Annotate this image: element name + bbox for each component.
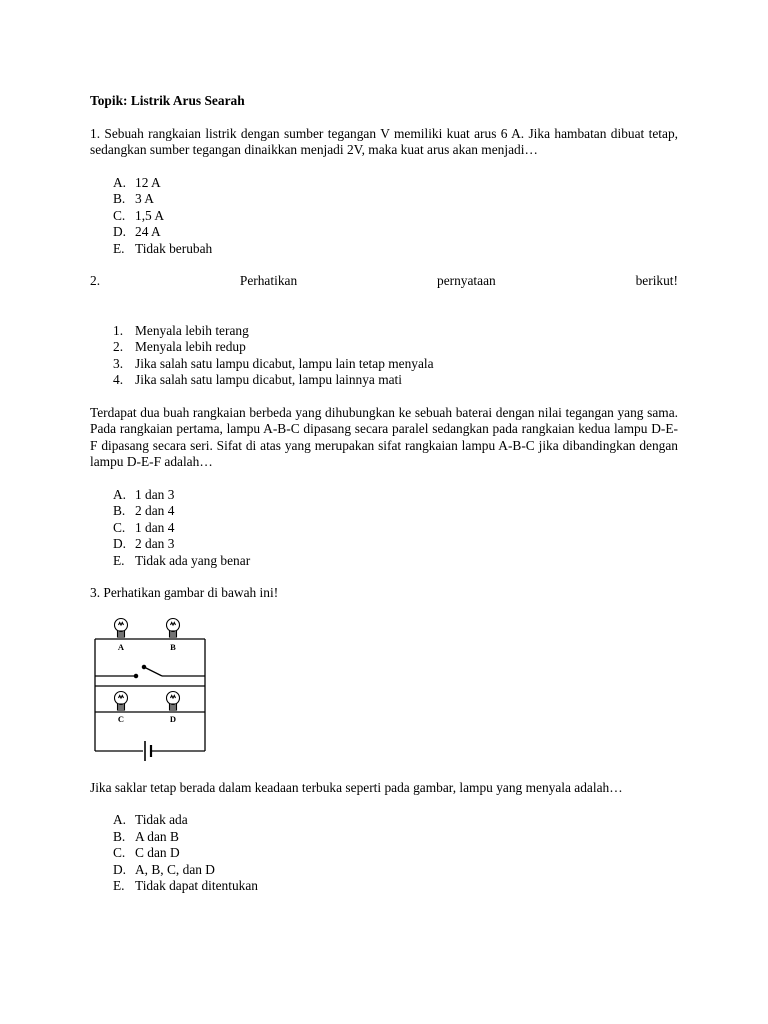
question-2-heading bbox=[90, 273, 678, 290]
option-text: A dan B bbox=[135, 828, 179, 844]
option-text: Tidak ada yang benar bbox=[135, 552, 251, 568]
option-letter: B. bbox=[113, 503, 126, 518]
document-page bbox=[90, 93, 678, 911]
option-text: C dan D bbox=[135, 845, 180, 860]
option-item bbox=[113, 878, 678, 895]
statement-text: Jika salah satu lampu dicabut, lampu lainnya mati bbox=[135, 372, 403, 387]
option-letter: D. bbox=[113, 861, 127, 877]
lamp-label-b: B bbox=[170, 641, 176, 652]
statement-number: 1. bbox=[113, 322, 124, 338]
question-1 bbox=[90, 126, 678, 258]
option-letter: E. bbox=[113, 878, 125, 893]
lamp-label-a: A bbox=[117, 641, 125, 652]
statement-item bbox=[113, 323, 678, 340]
option-text: 2 dan 4 bbox=[135, 503, 175, 518]
question-2-word: Perhatikan bbox=[239, 273, 298, 288]
topic-title: Topik: Listrik Arus Searah bbox=[90, 93, 245, 108]
statement-list bbox=[90, 323, 678, 389]
statement-number: 4. bbox=[113, 372, 124, 387]
option-text: Tidak dapat ditentukan bbox=[135, 878, 258, 893]
light-bulb-icon bbox=[115, 618, 128, 637]
question-1-text: 1. Sebuah rangkaian listrik dengan sumber tegangan V memiliki kuat arus 6 A. Jika hambatan dibuat tetap, sedangkan sumber tegangan dinaikkan menjadi 2V, maka kuat arus akan menjadi… bbox=[90, 125, 678, 157]
statement-item bbox=[113, 356, 678, 373]
question-2-number: 2. bbox=[90, 273, 101, 288]
option-letter: E. bbox=[113, 552, 125, 568]
option-letter: E. bbox=[113, 240, 125, 256]
option-text: A, B, C, dan D bbox=[135, 861, 215, 877]
option-letter: D. bbox=[113, 224, 127, 239]
lamp-label-d: D bbox=[169, 713, 177, 724]
option-letter: B. bbox=[113, 191, 126, 206]
option-item bbox=[113, 487, 678, 504]
statement-text: Jika salah satu lampu dicabut, lampu lain tetap menyala bbox=[135, 355, 434, 371]
switch-icon bbox=[144, 667, 162, 676]
statement-number: 2. bbox=[113, 339, 124, 354]
question-2-word: pernyataan bbox=[437, 273, 496, 288]
option-item bbox=[113, 520, 678, 537]
option-text: 1,5 A bbox=[135, 207, 165, 223]
option-letter: A. bbox=[113, 812, 127, 827]
option-text: Tidak berubah bbox=[135, 240, 213, 256]
option-item bbox=[113, 503, 678, 520]
question-3-options bbox=[90, 812, 678, 895]
option-item bbox=[113, 241, 678, 258]
statement-text: Menyala lebih terang bbox=[135, 322, 249, 338]
option-letter: A. bbox=[113, 486, 127, 502]
option-item bbox=[113, 224, 678, 241]
option-text: Tidak ada bbox=[135, 812, 188, 827]
option-item bbox=[113, 175, 678, 192]
option-item bbox=[113, 829, 678, 846]
option-item bbox=[113, 208, 678, 225]
statement-text: Menyala lebih redup bbox=[135, 339, 246, 354]
lamp-label-c: C bbox=[117, 713, 125, 724]
option-item bbox=[113, 191, 678, 208]
switch-terminal bbox=[134, 674, 137, 677]
question-2-options bbox=[90, 487, 678, 570]
option-letter: B. bbox=[113, 828, 126, 844]
statement-number: 3. bbox=[113, 355, 124, 371]
option-text: 3 A bbox=[135, 191, 154, 206]
option-text: 1 dan 4 bbox=[135, 519, 175, 535]
switch-terminal bbox=[142, 665, 145, 668]
light-bulb-icon bbox=[115, 691, 128, 710]
question-2-word: berikut! bbox=[635, 273, 678, 288]
question-3 bbox=[90, 585, 678, 895]
question-2 bbox=[90, 273, 678, 569]
light-bulb-icon bbox=[167, 618, 180, 637]
option-letter: C. bbox=[113, 207, 126, 223]
option-text: 1 dan 3 bbox=[135, 486, 175, 502]
option-item bbox=[113, 536, 678, 553]
option-text: 12 A bbox=[135, 174, 161, 190]
statement-item bbox=[113, 372, 678, 389]
question-3-heading: 3. Perhatikan gambar di bawah ini! bbox=[90, 585, 279, 600]
option-letter: C. bbox=[113, 845, 126, 860]
option-letter: D. bbox=[113, 536, 127, 551]
option-item bbox=[113, 862, 678, 879]
option-text: 24 A bbox=[135, 224, 161, 239]
circuit-diagram bbox=[90, 614, 212, 766]
option-item bbox=[113, 812, 678, 829]
option-item bbox=[113, 553, 678, 570]
option-text: 2 dan 3 bbox=[135, 536, 175, 551]
option-letter: C. bbox=[113, 519, 126, 535]
statement-item bbox=[113, 339, 678, 356]
light-bulb-icon bbox=[167, 691, 180, 710]
question-3-text: Jika saklar tetap berada dalam keadaan terbuka seperti pada gambar, lampu yang menyala adalah… bbox=[90, 779, 623, 795]
question-1-options bbox=[90, 175, 678, 258]
option-item bbox=[113, 845, 678, 862]
option-letter: A. bbox=[113, 174, 127, 190]
question-2-text: Terdapat dua buah rangkaian berbeda yang dihubungkan ke sebuah baterai dengan nilai tegangan yang sama. Pada rangkaian pertama, lampu A-B-C dipasang secara paralel sedangkan pada rangkaian kedua lampu D-E-F dipasang secara seri. Sifat di atas yang merupakan sifat rangkaian lampu A-B-C jika dibandingkan dengan lampu D-E-F adalah… bbox=[90, 404, 678, 469]
